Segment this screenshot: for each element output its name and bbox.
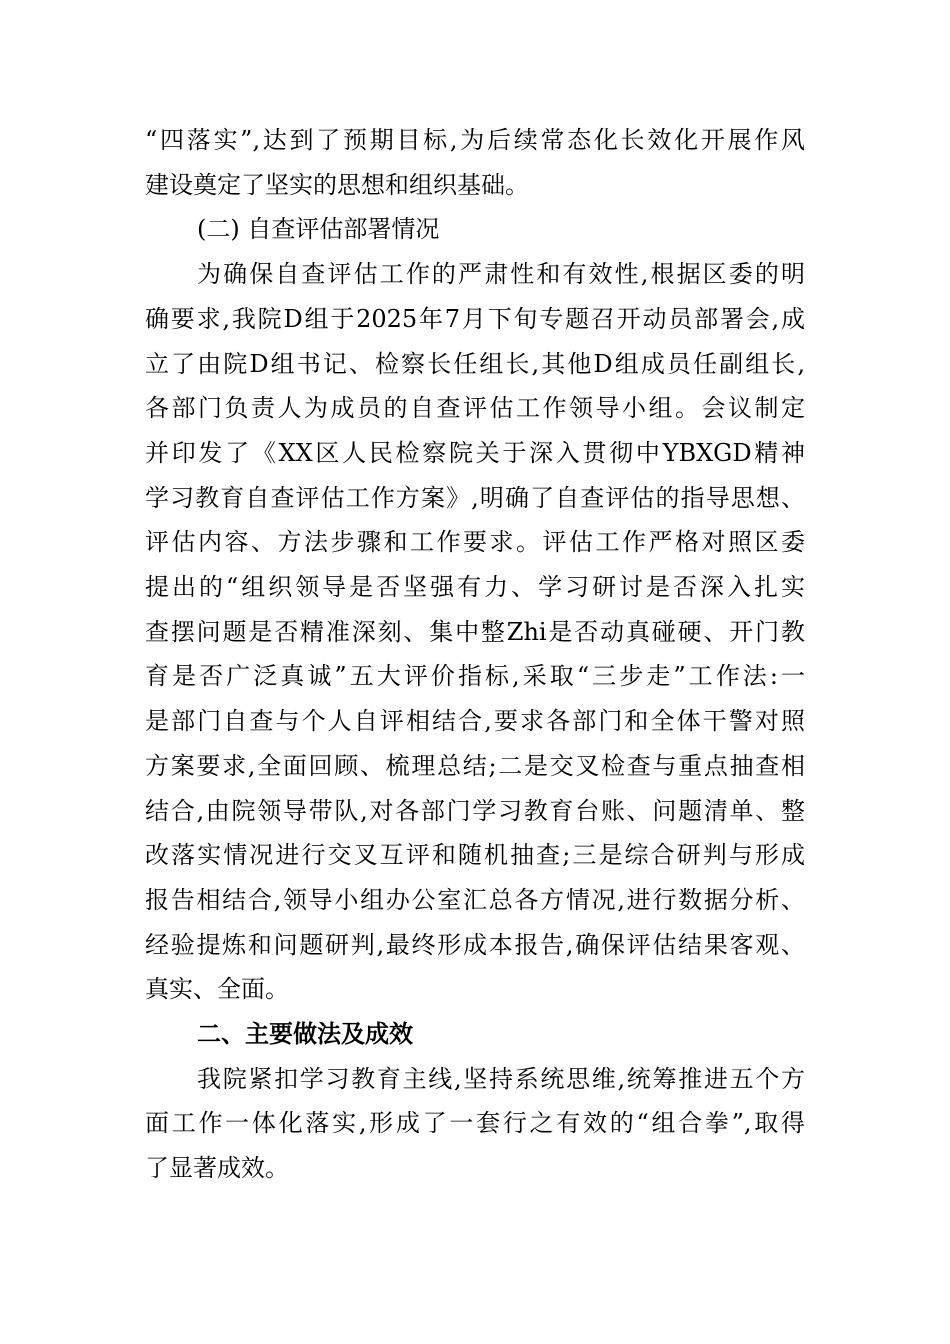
- paragraph-line: “四落实”,达到了预期目标,为后续常态化长效化开展作风: [145, 126, 805, 154]
- paragraph-line: 提出的“组织领导是否坚强有力、学习研讨是否深入扎实: [145, 573, 805, 601]
- paragraph-line: 改落实情况进行交叉互评和随机抽查;三是综合研判与形成: [145, 841, 805, 870]
- subsection-heading: (二) 自查评估部署情况: [197, 215, 440, 244]
- paragraph-line: 确要求,我院D组于2025年7月下旬专题召开动员部署会,成: [145, 304, 805, 333]
- paragraph-line: 我院紧扣学习教育主线,坚持系统思维,统筹推进五个方: [197, 1064, 805, 1093]
- paragraph-line: 查摆问题是否精准深刻、集中整Zhi是否动真碰硬、开门教: [145, 617, 805, 646]
- paragraph-line: 面工作一体化落实,形成了一套行之有效的“组合拳”,取得: [145, 1109, 805, 1138]
- paragraph-line: 了显著成效。: [145, 1154, 289, 1183]
- section-heading: 二、主要做法及成效: [197, 1020, 413, 1048]
- paragraph-line: 育是否广泛真诚”五大评价指标,采取“三步走”工作法:一: [145, 662, 805, 691]
- paragraph-line: 并印发了《XX区人民检察院关于深入贯彻中YBXGD精神: [145, 438, 805, 467]
- paragraph-line: 方案要求,全面回顾、梳理总结;二是交叉检查与重点抽查相: [145, 751, 805, 780]
- paragraph-line: 为确保自查评估工作的严肃性和有效性,根据区委的明: [197, 260, 805, 289]
- paragraph-line: 各部门负责人为成员的自查评估工作领导小组。会议制定: [145, 394, 805, 423]
- paragraph-line: 真实、全面。: [145, 975, 289, 1004]
- paragraph-line: 评估内容、方法步骤和工作要求。评估工作严格对照区委: [145, 528, 805, 557]
- paragraph-line: 学习教育自查评估工作方案》,明确了自查评估的指导思想、: [145, 483, 805, 512]
- paragraph-line: 是部门自查与个人自评相结合,要求各部门和全体干警对照: [145, 707, 805, 736]
- paragraph-line: 结合,由院领导带队,对各部门学习教育台账、问题清单、整: [145, 796, 805, 825]
- paragraph-line: 经验提炼和问题研判,最终形成本报告,确保评估结果客观、: [145, 930, 805, 959]
- paragraph-line: 报告相结合,领导小组办公室汇总各方情况,进行数据分析、: [145, 885, 805, 914]
- paragraph-line: 建设奠定了坚实的思想和组织基础。: [145, 170, 529, 199]
- paragraph-line: 立了由院D组书记、检察长任组长,其他D组成员任副组长,: [145, 349, 805, 378]
